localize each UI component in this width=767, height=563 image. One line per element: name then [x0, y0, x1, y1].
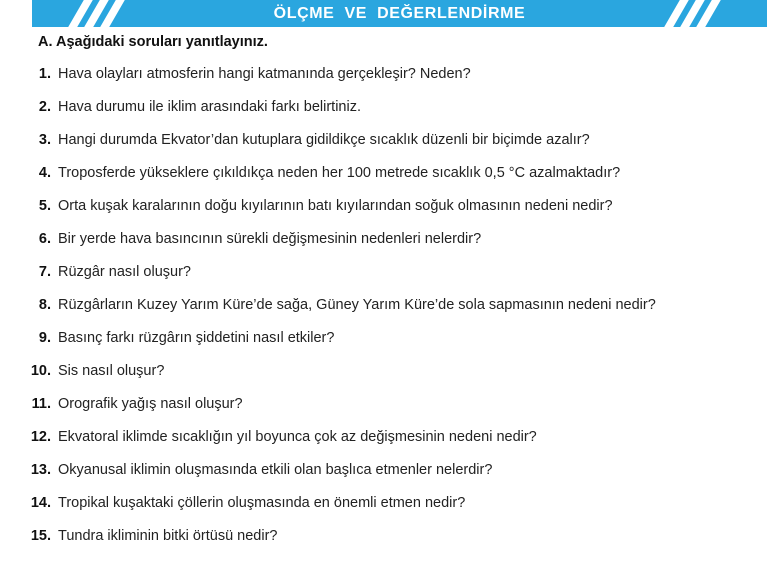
question-text: Hangi durumda Ekvator’dan kutuplara gidildikçe sıcaklık düzenli bir biçimde azalır? — [58, 132, 590, 148]
question-number: 14. — [30, 495, 51, 511]
section-heading: A. Aşağıdaki soruları yanıtlayınız. — [38, 34, 268, 50]
question-item — [0, 295, 767, 315]
question-text: Ekvatoral iklimde sıcaklığın yıl boyunca çok az değişmesinin nedeni nedir? — [58, 429, 537, 445]
section-banner — [32, 0, 767, 27]
question-number: 9. — [38, 330, 51, 346]
question-text: Bir yerde hava basıncının sürekli değişmesinin nedenleri nelerdir? — [58, 231, 482, 247]
question-text: Tropikal kuşaktaki çöllerin oluşmasında en önemli etmen nedir? — [58, 495, 466, 511]
question-text: Okyanusal iklimin oluşmasında etkili olan başlıca etmenler nelerdir? — [58, 462, 493, 478]
banner-title: ÖLÇME VE DEĞERLENDİRME — [273, 5, 526, 22]
question-item — [0, 427, 767, 447]
question-text: Hava durumu ile iklim arasındaki farkı belirtiniz. — [58, 99, 361, 115]
question-number: 4. — [38, 165, 51, 181]
question-text: Troposferde yükseklere çıkıldıkça neden her 100 metrede sıcaklık 0,5 °C azalmaktadır? — [58, 165, 621, 181]
question-number: 11. — [31, 396, 51, 412]
question-text: Basınç farkı rüzgârın şiddetini nasıl etkiler? — [58, 330, 335, 346]
question-number: 2. — [38, 99, 51, 115]
question-number: 7. — [38, 264, 51, 280]
question-number: 13. — [30, 462, 51, 478]
question-item — [0, 460, 767, 480]
question-item — [0, 229, 767, 249]
question-text: Tundra ikliminin bitki örtüsü nedir? — [58, 528, 278, 544]
question-text: Rüzgâr nasıl oluşur? — [58, 264, 191, 280]
question-text: Rüzgârların Kuzey Yarım Küre’de sağa, Güney Yarım Küre’de sola sapmasının nedeni nedir? — [58, 297, 656, 313]
question-number: 6. — [38, 231, 51, 247]
question-number: 12. — [30, 429, 51, 445]
question-item — [0, 196, 767, 216]
question-text: Sis nasıl oluşur? — [58, 363, 165, 379]
question-item — [0, 163, 767, 183]
question-item — [0, 130, 767, 150]
question-text: Orografik yağış nasıl oluşur? — [58, 396, 243, 412]
question-text: Hava olayları atmosferin hangi katmanında gerçekleşir? Neden? — [58, 66, 471, 82]
question-number: 8. — [38, 297, 51, 313]
question-number: 1. — [38, 66, 51, 82]
question-item — [0, 262, 767, 282]
question-item — [0, 64, 767, 84]
question-item — [0, 493, 767, 513]
question-number: 5. — [38, 198, 51, 214]
question-item — [0, 526, 767, 546]
question-item — [0, 328, 767, 348]
question-number: 3. — [38, 132, 51, 148]
question-number: 15. — [30, 528, 51, 544]
question-number: 10. — [30, 363, 51, 379]
question-text: Orta kuşak karalarının doğu kıyılarının batı kıyılarından soğuk olmasının nedeni nedir? — [58, 198, 613, 214]
question-item — [0, 394, 767, 414]
question-item — [0, 361, 767, 381]
question-item — [0, 97, 767, 117]
